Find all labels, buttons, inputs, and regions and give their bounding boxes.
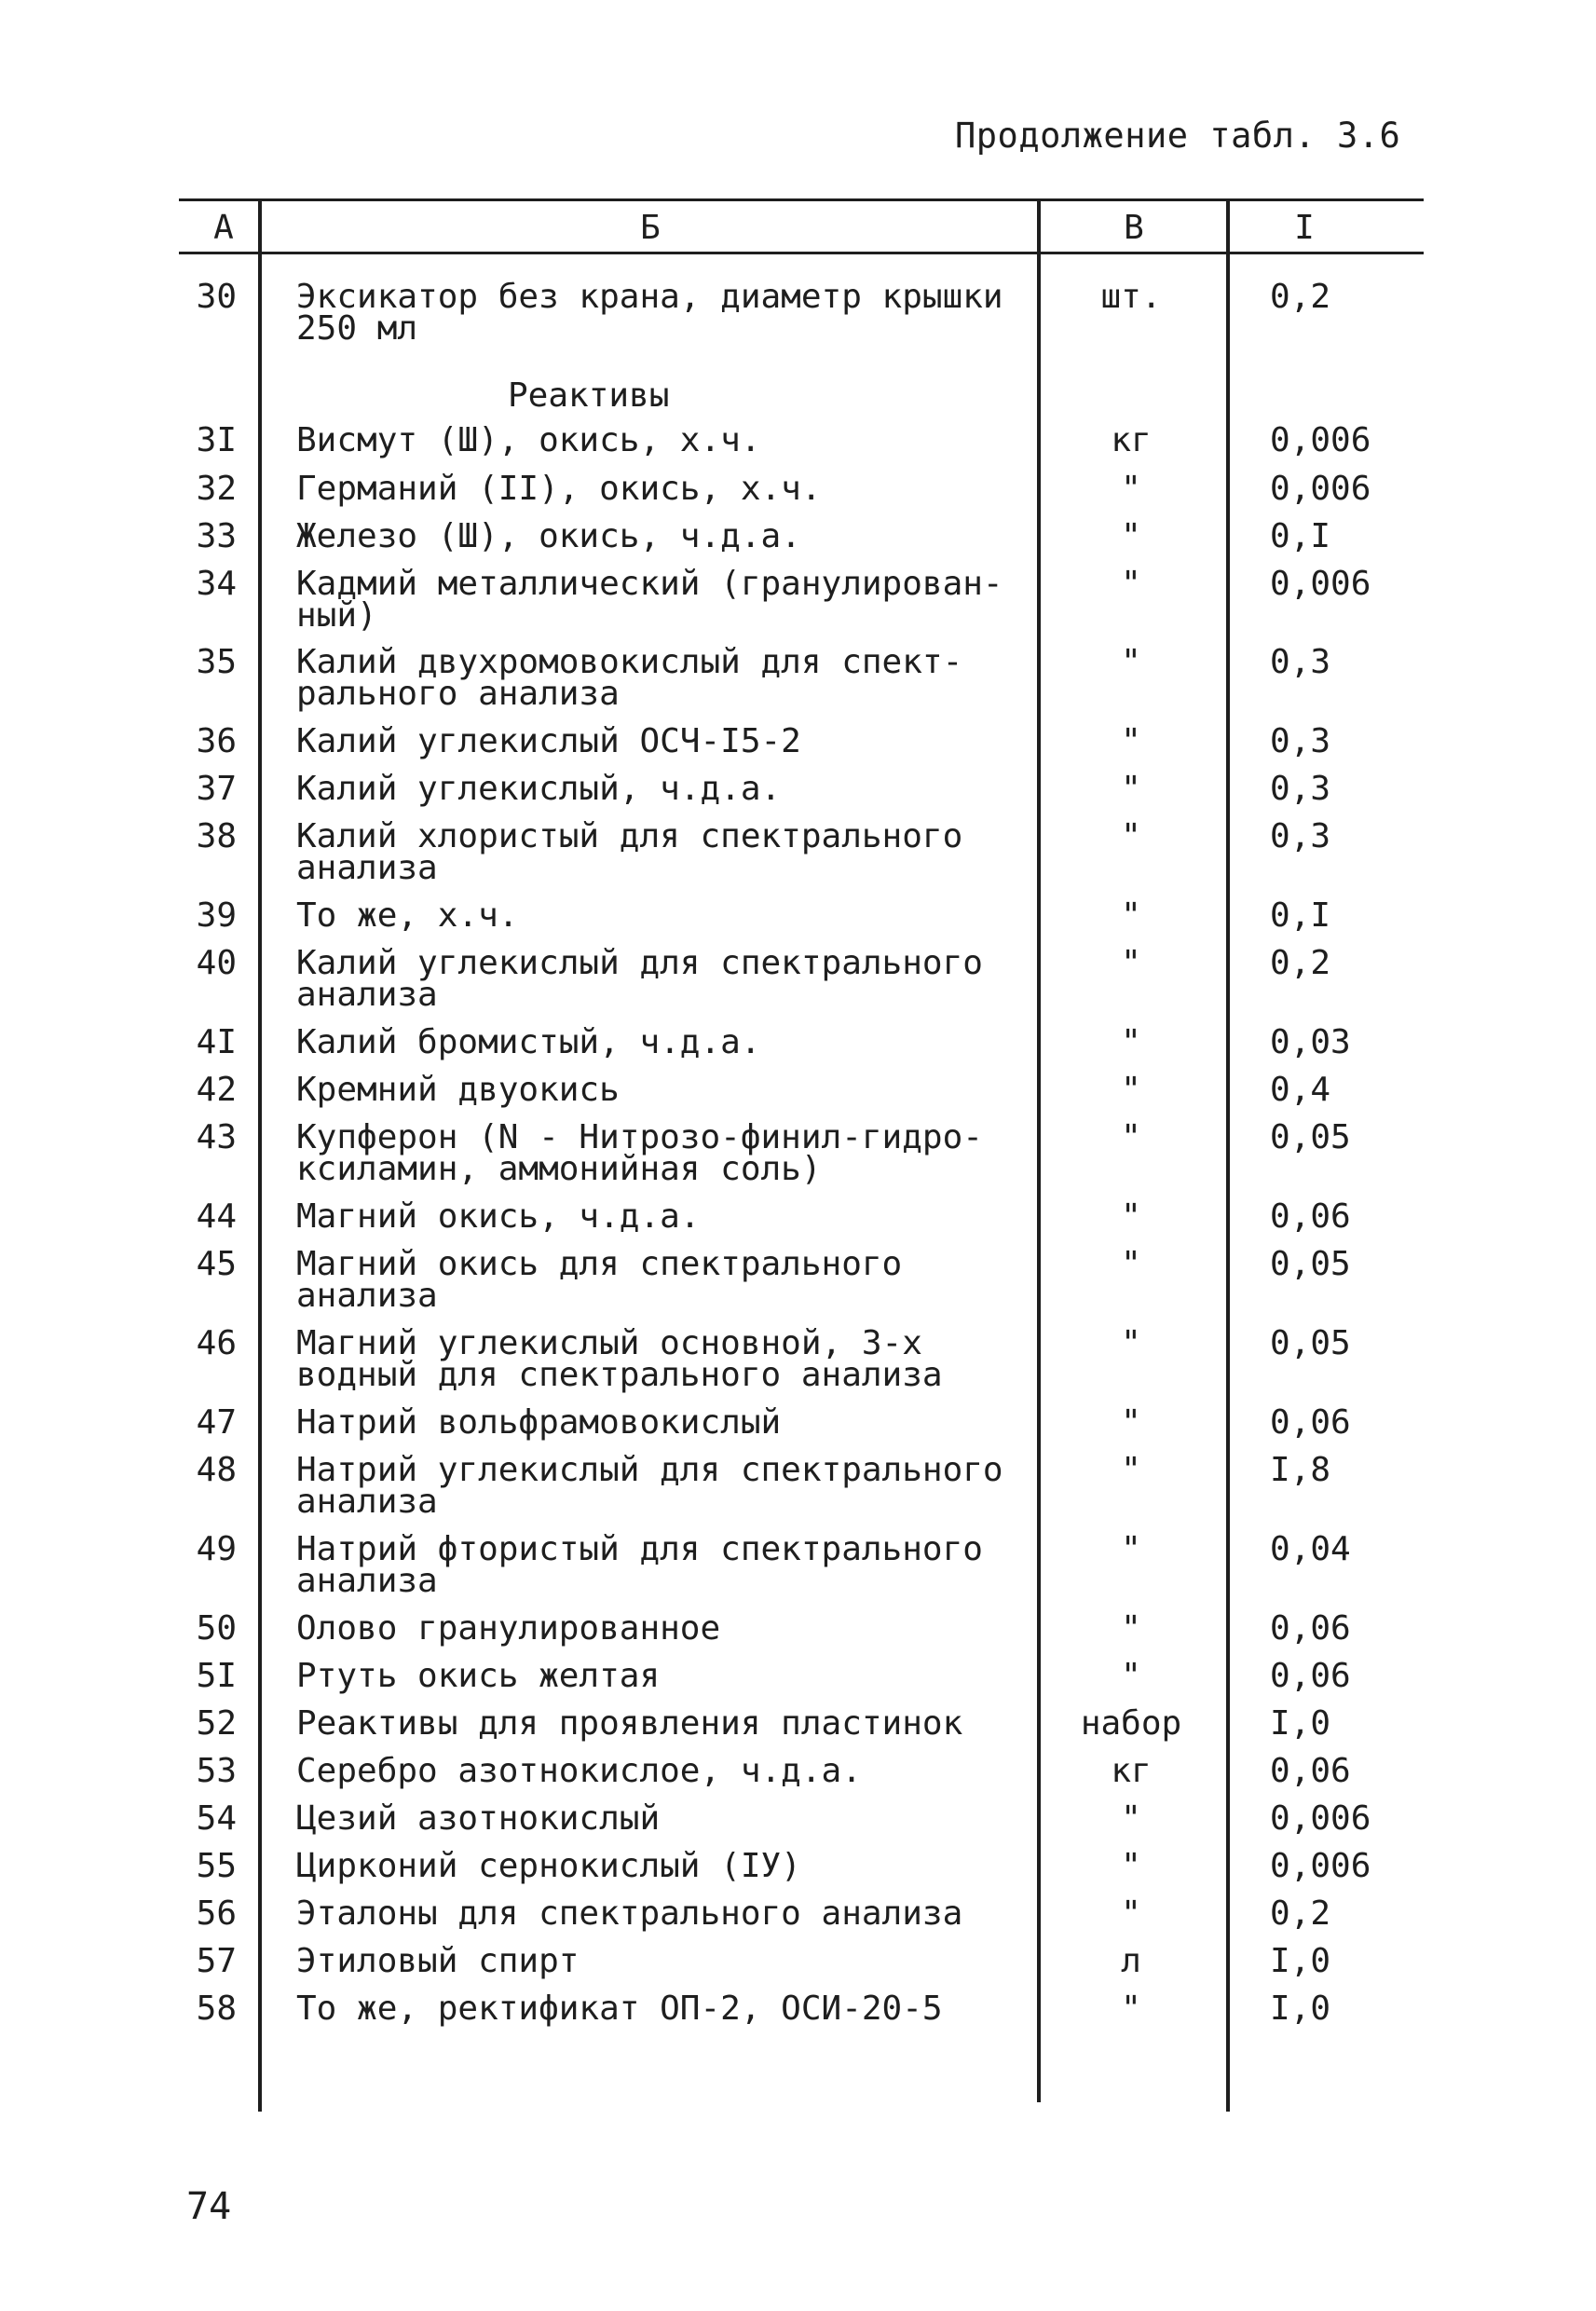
item-quantity: I,0 [1270, 1990, 1331, 2028]
item-unit: " [1121, 817, 1141, 855]
item-quantity: 0,06 [1270, 1657, 1351, 1695]
header-col-d: I [1294, 209, 1315, 247]
item-unit: " [1121, 517, 1141, 555]
header-col-c: В [1124, 209, 1144, 247]
header-col-b: Б [640, 209, 661, 247]
item-quantity: 0,006 [1270, 1847, 1371, 1885]
item-quantity: 0,3 [1270, 770, 1331, 808]
item-name: Купферон (N - Нитрозо-финил-гидро- ксиламин, аммонийная соль) [296, 1118, 983, 1188]
item-unit: " [1121, 896, 1141, 935]
item-unit: набор [1080, 1704, 1182, 1743]
row-number: 35 [196, 643, 237, 681]
row-number: 34 [196, 565, 237, 603]
item-unit: " [1121, 1990, 1141, 2028]
header-bottom-rule [179, 252, 1424, 254]
item-name: Кремний двуокись [296, 1071, 620, 1109]
item-quantity: 0,006 [1270, 421, 1371, 459]
item-quantity: 0,3 [1270, 643, 1331, 681]
row-number: 39 [196, 896, 237, 935]
item-quantity: 0,4 [1270, 1071, 1331, 1109]
item-unit: " [1121, 1324, 1141, 1362]
item-quantity: 0,2 [1270, 1894, 1331, 1933]
row-number: 40 [196, 944, 237, 982]
item-unit: л [1121, 1942, 1141, 1980]
row-number: 4I [196, 1023, 237, 1061]
row-number: 54 [196, 1799, 237, 1838]
row-number: 58 [196, 1990, 237, 2028]
row-number: 49 [196, 1530, 237, 1568]
row-number: 44 [196, 1197, 237, 1236]
header-col-a: А [213, 209, 234, 247]
item-name: Калий хлористый для спектрального анализа [296, 817, 963, 887]
column-divider-c [1226, 198, 1230, 2112]
section-title-reagents: Реактивы [508, 376, 670, 415]
item-name: Магний окись, ч.д.а. [296, 1197, 701, 1236]
item-unit: шт. [1100, 278, 1162, 316]
row-number: 56 [196, 1894, 237, 1933]
column-divider-a [258, 198, 262, 2112]
row-number: 37 [196, 770, 237, 808]
item-unit: " [1121, 944, 1141, 982]
item-unit: " [1121, 770, 1141, 808]
item-name: Реактивы для проявления пластинок [296, 1704, 963, 1743]
item-name: Олово гранулированное [296, 1609, 721, 1648]
item-unit: " [1121, 722, 1141, 760]
item-quantity: 0,I [1270, 517, 1331, 555]
item-quantity: 0,2 [1270, 944, 1331, 982]
item-quantity: 0,3 [1270, 722, 1331, 760]
item-unit: " [1121, 1403, 1141, 1442]
row-number: 50 [196, 1609, 237, 1648]
row-number: 45 [196, 1245, 237, 1283]
item-name: Эталоны для спектрального анализа [296, 1894, 963, 1933]
item-unit: " [1121, 1023, 1141, 1061]
item-quantity: 0,05 [1270, 1324, 1351, 1362]
item-name: Калий углекислый для спектрального анализа [296, 944, 983, 1014]
item-unit: " [1121, 470, 1141, 508]
item-name: То же, х.ч. [296, 896, 519, 935]
item-quantity: 0,05 [1270, 1118, 1351, 1156]
row-number: 36 [196, 722, 237, 760]
row-number: 5I [196, 1657, 237, 1695]
item-name: Эксикатор без крана, диаметр крышки 250 мл [296, 278, 1003, 348]
item-quantity: I,0 [1270, 1704, 1331, 1743]
item-unit: " [1121, 1799, 1141, 1838]
item-name: То же, ректификат ОП-2, ОСИ-20-5 [296, 1990, 943, 2028]
item-quantity: 0,06 [1270, 1609, 1351, 1648]
row-number: 55 [196, 1847, 237, 1885]
row-number: 32 [196, 470, 237, 508]
item-unit: " [1121, 1657, 1141, 1695]
row-number: 52 [196, 1704, 237, 1743]
item-unit: " [1121, 1197, 1141, 1236]
item-name: Натрий углекислый для спектрального анализа [296, 1451, 1003, 1521]
page-number: 74 [186, 2185, 232, 2228]
item-quantity: 0,006 [1270, 470, 1371, 508]
item-quantity: 0,03 [1270, 1023, 1351, 1061]
item-quantity: 0,06 [1270, 1403, 1351, 1442]
item-name: Калий углекислый ОСЧ-I5-2 [296, 722, 801, 760]
row-number: 38 [196, 817, 237, 855]
item-quantity: I,8 [1270, 1451, 1331, 1489]
item-name: Цирконий сернокислый (IУ) [296, 1847, 801, 1885]
item-name: Калий углекислый, ч.д.а. [296, 770, 782, 808]
item-name: Натрий вольфрамовокислый [296, 1403, 782, 1442]
row-number: 46 [196, 1324, 237, 1362]
item-name: Кадмий металлический (гранулирован- ный) [296, 565, 1003, 635]
item-quantity: 0,05 [1270, 1245, 1351, 1283]
item-name: Калий двухромовокислый для спект- рального анализа [296, 643, 963, 713]
item-quantity: 0,I [1270, 896, 1331, 935]
item-name: Висмут (Ш), окись, х.ч. [296, 421, 761, 459]
table-continuation-caption: Продолжение табл. 3.6 [955, 116, 1401, 156]
row-number: 57 [196, 1942, 237, 1980]
item-unit: " [1121, 1530, 1141, 1568]
item-quantity: 0,06 [1270, 1752, 1351, 1790]
item-name: Магний окись для спектрального анализа [296, 1245, 903, 1315]
item-unit: " [1121, 643, 1141, 681]
item-name: Цезий азотнокислый [296, 1799, 661, 1838]
item-name: Калий бромистый, ч.д.а. [296, 1023, 761, 1061]
item-name: Железо (Ш), окись, ч.д.а. [296, 517, 801, 555]
row-number: 47 [196, 1403, 237, 1442]
item-quantity: 0,2 [1270, 278, 1331, 316]
item-quantity: 0,3 [1270, 817, 1331, 855]
item-unit: кг [1111, 1752, 1152, 1790]
item-name: Натрий фтористый для спектрального анализа [296, 1530, 983, 1600]
row-number: 48 [196, 1451, 237, 1489]
table-top-rule [179, 198, 1424, 201]
item-name: Магний углекислый основной, 3-х водный для спектрального анализа [296, 1324, 943, 1394]
item-quantity: I,0 [1270, 1942, 1331, 1980]
item-unit: " [1121, 1245, 1141, 1283]
row-number: 42 [196, 1071, 237, 1109]
item-name: Германий (II), окись, х.ч. [296, 470, 822, 508]
row-number: 53 [196, 1752, 237, 1790]
item-unit: " [1121, 565, 1141, 603]
item-unit: " [1121, 1451, 1141, 1489]
row-number: 3I [196, 421, 237, 459]
item-unit: " [1121, 1118, 1141, 1156]
row-number: 43 [196, 1118, 237, 1156]
item-unit: " [1121, 1847, 1141, 1885]
item-unit: " [1121, 1894, 1141, 1933]
row-number: 30 [196, 278, 237, 316]
item-unit: " [1121, 1609, 1141, 1648]
item-name: Серебро азотнокислое, ч.д.а. [296, 1752, 862, 1790]
item-quantity: 0,006 [1270, 565, 1371, 603]
item-name: Этиловый спирт [296, 1942, 580, 1980]
item-unit: " [1121, 1071, 1141, 1109]
item-quantity: 0,04 [1270, 1530, 1351, 1568]
row-number: 33 [196, 517, 237, 555]
item-name: Ртуть окись желтая [296, 1657, 661, 1695]
item-unit: кг [1111, 421, 1152, 459]
item-quantity: 0,006 [1270, 1799, 1371, 1838]
item-quantity: 0,06 [1270, 1197, 1351, 1236]
